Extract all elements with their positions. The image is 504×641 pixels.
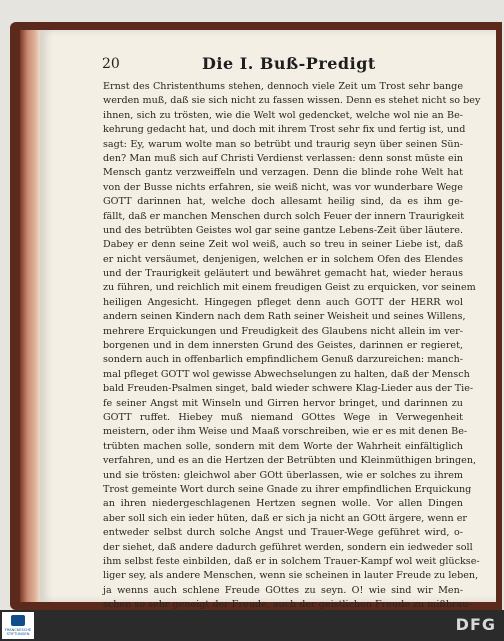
- text-line: mal pfleget GOTT wol gewisse Abwechselungen zu halten, daß der Mensch: [103, 368, 470, 380]
- text-line: werden muß, daß sie sich nicht zu fassen wissen. Denn es stehet nicht so bey: [103, 95, 481, 107]
- page-edges: [20, 30, 42, 602]
- text-line: und sie trösten: gleichwol aber GOtt überlassen, wie er solches zu ihrem: [103, 469, 463, 481]
- page-header: [102, 54, 422, 76]
- text-line: sagt: Ey, warum wolte man so betrübt und traurig seyn über seinen Sün-: [103, 138, 463, 150]
- text-line: er nicht versäumet, denjenigen, welchen er in solchem Ofen des Elendes: [103, 253, 463, 265]
- text-line: und des betrübten Geistes wol gar seine gantze Lebens-Zeit über läutere.: [103, 224, 463, 236]
- text-line: entweder selbst durch solche Angst und Trauer-Wege geführet wird, o-: [103, 527, 463, 539]
- text-line: von der Busse nichts erfahren, sie weiß nicht, was vor wunderbare Wege: [103, 181, 463, 193]
- text-line: den? Man muß sich auf Christi Verdienst verlassen: denn sonst müste ein: [103, 152, 463, 164]
- text-line: heiligen Angesicht. Hingegen pfleget denn auch GOTT der HERR wol: [103, 296, 463, 308]
- text-line: borgenen und in dem innersten Grund des Geistes, darinnen er regieret,: [103, 340, 463, 352]
- footer-bar: [0, 610, 504, 641]
- text-line: aber soll sich ein ieder hüten, daß er sich ja nicht an GOtt ärgere, wenn er: [103, 512, 467, 524]
- text-line: trübten machen solle, sondern mit dem Worte der Wahrheit einfältiglich: [103, 440, 463, 452]
- text-line: ja wenns auch schlene Freude GOttes zu seyn. O! wie sind wir Men-: [103, 584, 463, 596]
- text-line: fe seiner Angst mit Winseln und Girren hervor bringet, und darinnen zu: [103, 397, 463, 409]
- text-line: Dabey er denn seine Zeit wol weiß, auch so treu in seiner Liebe ist, daß: [103, 239, 463, 251]
- text-line: ihnen, sich zu trösten, wie die Welt wol gedencket, welche wol nie an Be-: [103, 109, 463, 121]
- text-line: und der Traurigkeit geläutert und bewähret gemacht hat, wieder heraus: [103, 268, 463, 280]
- text-line: der siehet, daß andere dadurch geführet werden, sondern ein iedweder soll: [103, 541, 473, 553]
- book-page: [40, 30, 496, 611]
- text-line: bald Freuden-Psalmen singet, bald wieder schwere Klag-Lieder aus der Tie-: [103, 383, 474, 395]
- text-line: meistern, oder ihm Weise und Maaß vorschreiben, wie er es mit denen Be-: [103, 426, 468, 438]
- text-line: sondern auch in offenbarlich empfindlichem Genuß darzureichen: manch-: [103, 354, 463, 366]
- text-line: andern seinen Kindern nach dem Rath seiner Weisheit und seines Willens,: [103, 311, 466, 323]
- text-line: ihm selbst feste einbilden, daß er in solchem Trauer-Kampf wol weit glückse-: [103, 555, 480, 567]
- text-line: fällt, daß er manchen Menschen durch solch Feuer der innern Traurigkeit: [103, 210, 465, 222]
- body-text: [103, 80, 481, 627]
- text-line: Trost gemeinte Wort durch seine Gnade zu ihrer empfindlichen Erquickung: [103, 483, 472, 495]
- text-line: Mensch gantz verzweiffeln und verzagen. Denn die blinde rohe Welt hat: [103, 167, 463, 179]
- text-line: an ihren niedergeschlagenen Hertzen segnen wolle. Vor allen Dingen: [103, 498, 463, 510]
- text-line: verfahren, und es an die Hertzen der Betrübten und Kleinmüthigen bringen,: [103, 455, 477, 467]
- logo-text: FRANCKESCHE STIFTUNGEN: [4, 628, 32, 636]
- running-title: Die I. Buß-Predigt: [202, 54, 376, 73]
- text-line: zu führen, und reichlich mit einem freudigen Geist zu erquicken, vor seinem: [103, 282, 476, 294]
- text-line: schen so sehr geneigt der Freude, auch der geistlichen Freude zu mißbrau-: [103, 599, 472, 611]
- logo-emblem-icon: [11, 615, 25, 626]
- institution-logo: [2, 612, 34, 639]
- text-line: mehrere Erquickungen und Freudigkeit des Glaubens nicht allein im ver-: [103, 325, 463, 337]
- page-number: 20: [102, 56, 120, 72]
- text-line: liger sey, als andere Menschen, wenn sie scheinen in lauter Freude zu leben,: [103, 570, 479, 582]
- text-line: kehrung gedacht hat, und doch mit ihrem Trost sehr fix und fertig ist, und: [103, 124, 466, 136]
- text-line: GOTT ruffet. Hiebey muß niemand GOttes Wege in Verwegenheit: [103, 411, 463, 423]
- text-line: Ernst des Christenthums stehen, dennoch viele Zeit um Trost sehr bange: [103, 81, 463, 92]
- text-line: GOTT darinnen hat, welche doch allesamt heilig sind, da es ihm ge-: [103, 196, 463, 208]
- dfg-logo: DFG: [455, 615, 496, 634]
